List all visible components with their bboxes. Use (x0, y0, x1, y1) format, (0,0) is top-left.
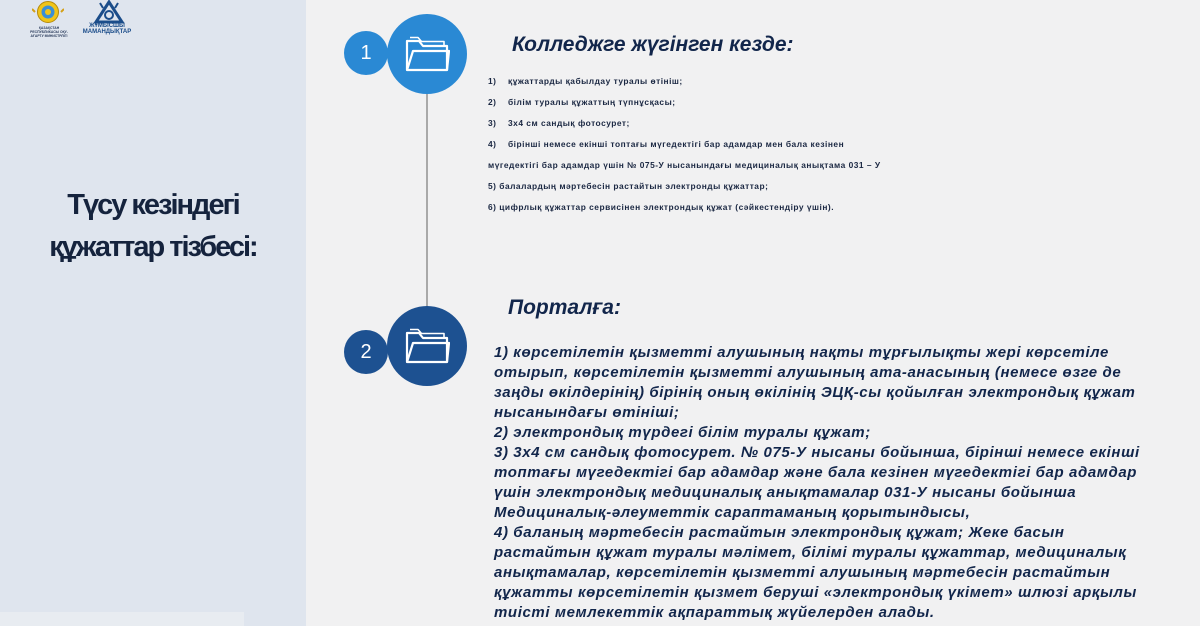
list-item-text: 6) цифрлық құжаттар сервисінен электрондық құжат (сәйкестендіру үшін). (488, 202, 835, 212)
step-number-badge: 1 (344, 31, 388, 75)
folder-icon (404, 35, 450, 73)
list-item (488, 113, 1008, 134)
list-item (488, 155, 1008, 176)
portal-paragraph: 1) көрсетілетін қызметті алушының нақты тұрғылықты жері көрсетіле отырып, көрсетілетін қызметті алушының ата-анасының (немесе өзге де заңды өкілдерінің) бірінің оның өкілінің ЭЦҚ-сы қойылған электрондық құжат нысанындағы өтініші; (494, 344, 1136, 421)
agency-logo (90, 0, 128, 24)
list-item-number: 2) (488, 97, 497, 107)
section-heading: Порталға: (508, 296, 621, 319)
list-item-number: 3) (488, 118, 497, 128)
list-item-text: бірінші немесе екінші топтағы мүгедектігі бар адамдар мен бала кезінен (508, 139, 845, 149)
list-item-text: 5) балалардың мәртебесін растайтын электронды құжаттар; (488, 181, 769, 191)
timeline-connector (426, 90, 428, 310)
step-number-badge: 2 (344, 330, 388, 374)
section-heading: Колледжге жүгінген кезде: (512, 33, 794, 56)
portal-documents-text (494, 343, 1164, 623)
step-icon-circle (387, 306, 467, 386)
list-item (488, 197, 1008, 218)
list-item-text: білім туралы құжаттың түпнұсқасы; (508, 97, 676, 107)
list-item (488, 134, 1008, 155)
college-documents-list (488, 71, 1008, 218)
list-item-text: құжаттарды қабылдау туралы өтініш; (508, 76, 683, 86)
list-item (488, 92, 1008, 113)
header-logos (26, 0, 136, 42)
list-item (488, 71, 1008, 92)
side-panel (0, 0, 306, 626)
agency-caption: ЖҰМЫСШЫ МАМАНДЫҚТАР (82, 23, 132, 35)
list-item (488, 176, 1008, 197)
step-icon-circle (387, 14, 467, 94)
state-emblem-logo (32, 0, 64, 24)
portal-paragraph: 3) 3х4 см сандық фотосурет. № 075-У нысаны бойынша, бірінші немесе екінші топтағы мүгедектігі бар адамдар және бала кезінен мүгедектігі бар адамдар үшін электрондық медициналық анықтамалар 031-У нысаны бойынша Медициналық-әлеуметтік сараптаманың қорытындысы, (494, 444, 1140, 521)
side-title-line: құжаттар тізбесі: (49, 231, 257, 263)
list-item-text: мүгедектігі бар адамдар үшін № 075-У нысанындағы медициналық анықтама 031 – У (488, 160, 881, 170)
side-panel-title (30, 184, 276, 268)
emblem-caption: ҚАЗАҚСТАН РЕСПУБЛИКАСЫ ОҚУ-АҒАРТУ МИНИСТРЛІГІ (30, 26, 68, 38)
list-item-number: 4) (488, 139, 497, 149)
portal-paragraph: 2) электрондық түрдегі білім туралы құжат; (494, 424, 871, 441)
bottom-strip (0, 612, 244, 626)
folder-icon (404, 327, 450, 365)
list-item-text: 3x4 см сандық фотосурет; (508, 118, 630, 128)
portal-paragraph: 4) баланың мәртебесін растайтын электрондық құжат; Жеке басын растайтын құжат туралы мәлімет, білімі туралы құжаттар, медициналық анықтамалар, көрсетілетін қызметті алушының мәртебесін растайтын құжатты көрсетілетін қызмет беруші «электрондық үкімет» шлюзі арқылы тиісті мемлекеттік ақпараттық жүйелерден алады. (494, 524, 1137, 621)
list-item-number: 1) (488, 76, 497, 86)
side-title-line: Түсу кезіндегі (67, 189, 239, 221)
